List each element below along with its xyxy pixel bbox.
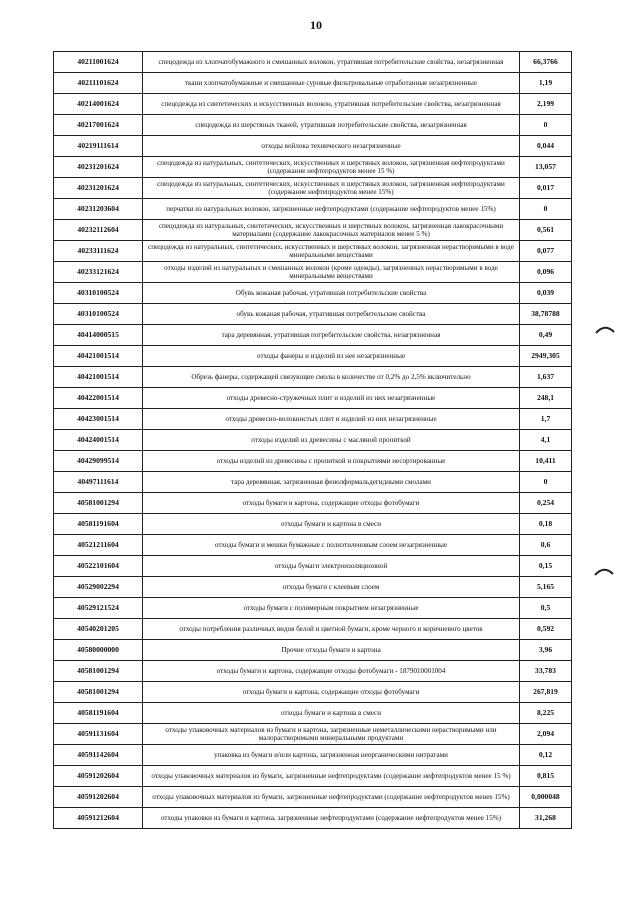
table-row xyxy=(54,136,572,157)
waste-quantity-cell: 10,411 xyxy=(520,451,572,472)
waste-quantity-cell: 0,077 xyxy=(520,241,572,262)
waste-code-cell: 40522101604 xyxy=(54,556,143,577)
waste-code-cell: 40521211604 xyxy=(54,535,143,556)
waste-description-cell: спецодежда из синтетических и искусственных волокон, утратившая потребительские свойства, незагрязненная xyxy=(143,94,520,115)
table-row xyxy=(54,493,572,514)
waste-quantity-cell: 0 xyxy=(520,472,572,493)
waste-code-cell: 40581001294 xyxy=(54,493,143,514)
waste-description-cell: отходы древесно-волокнистых плит и изделий из них незагрязненные xyxy=(143,409,520,430)
waste-description-cell: Обувь кожаная рабочая, утратившая потребительские свойства xyxy=(143,283,520,304)
table-row xyxy=(54,682,572,703)
waste-quantity-cell: 0,15 xyxy=(520,556,572,577)
table-row xyxy=(54,367,572,388)
binder-hole-mark-upper xyxy=(595,324,615,334)
waste-quantity-cell: 0 xyxy=(520,115,572,136)
waste-description-cell: отходы потребления различных видов белой и цветной бумаги, кроме черного и коричневого цветов xyxy=(143,619,520,640)
table-row xyxy=(54,409,572,430)
table-row xyxy=(54,787,572,808)
table-row xyxy=(54,430,572,451)
waste-code-cell: 40540201205 xyxy=(54,619,143,640)
waste-quantity-cell: 3,96 xyxy=(520,640,572,661)
waste-quantity-cell: 4,1 xyxy=(520,430,572,451)
waste-quantity-cell: 0,254 xyxy=(520,493,572,514)
waste-code-cell: 40233121624 xyxy=(54,262,143,283)
table-row xyxy=(54,766,572,787)
waste-code-cell: 40429099514 xyxy=(54,451,143,472)
waste-description-cell: отходы бумаги и картона в смеси xyxy=(143,703,520,724)
waste-description-cell: Обрезь фанеры, содержащей связующие смолы в количестве от 0,2% до 2,5% включительно xyxy=(143,367,520,388)
waste-quantity-cell: 0,017 xyxy=(520,178,572,199)
waste-quantity-cell: 267,819 xyxy=(520,682,572,703)
waste-code-cell: 40310100524 xyxy=(54,283,143,304)
waste-code-cell: 40591202604 xyxy=(54,766,143,787)
waste-code-cell: 40231201624 xyxy=(54,178,143,199)
waste-quantity-cell: 0,561 xyxy=(520,220,572,241)
binder-hole-mark-lower xyxy=(594,566,614,576)
waste-code-cell: 40529002294 xyxy=(54,577,143,598)
waste-quantity-cell: 31,268 xyxy=(520,808,572,829)
waste-code-cell: 40310100524 xyxy=(54,304,143,325)
waste-description-cell: отходы бумаги с полимерным покрытием незагрязненные xyxy=(143,598,520,619)
table-row xyxy=(54,115,572,136)
waste-quantity-cell: 66,3766 xyxy=(520,52,572,73)
waste-quantity-cell: 13,057 xyxy=(520,157,572,178)
table-row xyxy=(54,556,572,577)
waste-quantity-cell: 0,12 xyxy=(520,745,572,766)
waste-description-cell: отходы бумаги и мешки бумажные с полиэтиленовым слоем незагрязненные xyxy=(143,535,520,556)
waste-quantity-cell: 2,199 xyxy=(520,94,572,115)
waste-description-cell: спецодежда из натуральных, синтетических, искусственных и шерстяных волокон, загрязненная лакокрасочными материалами (содержание лакокрасочных материалов менее 5 %) xyxy=(143,220,520,241)
waste-code-cell: 40422001514 xyxy=(54,388,143,409)
waste-description-cell: тара деревянная, загрязненная фенолформальдегидными смолами xyxy=(143,472,520,493)
waste-code-cell: 40231203604 xyxy=(54,199,143,220)
waste-quantity-cell: 1,637 xyxy=(520,367,572,388)
table-row xyxy=(54,388,572,409)
waste-quantity-cell: 0,18 xyxy=(520,514,572,535)
waste-description-cell: тара деревянная, утратившая потребительские свойства, незагрязненная xyxy=(143,325,520,346)
waste-description-cell: отходы изделий из древесины с масляной пропиткой xyxy=(143,430,520,451)
table-row xyxy=(54,640,572,661)
waste-code-cell: 40581001294 xyxy=(54,682,143,703)
waste-code-cell: 40591142604 xyxy=(54,745,143,766)
table-row xyxy=(54,451,572,472)
waste-quantity-cell: 0,815 xyxy=(520,766,572,787)
waste-description-cell: спецодежда из шерстяных тканей, утратившая потребительские свойства, незагрязненная xyxy=(143,115,520,136)
waste-quantity-cell: 0,044 xyxy=(520,136,572,157)
waste-code-cell: 40497111614 xyxy=(54,472,143,493)
waste-table-body xyxy=(54,52,572,829)
table-row xyxy=(54,157,572,178)
table-row xyxy=(54,178,572,199)
waste-quantity-cell: 33,783 xyxy=(520,661,572,682)
waste-description-cell: обувь кожаная рабочая, утратившая потребительские свойства xyxy=(143,304,520,325)
waste-code-cell: 40214001624 xyxy=(54,94,143,115)
waste-description-cell: спецодежда из натуральных, синтетических, искусственных и шерстяных волокон, загрязненная нефтепродуктами (содержание нефтепродуктов менее 15 %) xyxy=(143,157,520,178)
waste-quantity-cell: 248,1 xyxy=(520,388,572,409)
waste-description-cell: отходы упаковки из бумаги и картона, загрязненные нефтепродуктами (содержание нефтепродуктов менее 15%) xyxy=(143,808,520,829)
waste-code-cell: 40581191604 xyxy=(54,703,143,724)
table-row xyxy=(54,94,572,115)
waste-quantity-cell: 2949,305 xyxy=(520,346,572,367)
waste-code-cell: 40580000000 xyxy=(54,640,143,661)
waste-description-cell: отходы изделий из натуральных и смешанных волокон (кроме одежды), загрязненных нерастворимыми в воде минеральными веществами xyxy=(143,262,520,283)
table-row xyxy=(54,472,572,493)
waste-description-cell: отходы войлока технического незагрязненные xyxy=(143,136,520,157)
waste-code-cell: 40581001294 xyxy=(54,661,143,682)
waste-quantity-cell: 0,6 xyxy=(520,535,572,556)
waste-quantity-cell: 5,165 xyxy=(520,577,572,598)
waste-code-cell: 40421001514 xyxy=(54,346,143,367)
table-row xyxy=(54,535,572,556)
table-row xyxy=(54,325,572,346)
waste-description-cell: ткани хлопчатобумажные и смешанные суровые фильтровальные отработанные незагрязненные xyxy=(143,73,520,94)
table-row xyxy=(54,220,572,241)
table-row xyxy=(54,619,572,640)
waste-description-cell: отходы упаковочных материалов из бумаги, загрязненные нефтепродуктами (содержание нефтепродуктов менее 15%) xyxy=(143,787,520,808)
waste-quantity-cell: 8,225 xyxy=(520,703,572,724)
waste-code-cell: 40424001514 xyxy=(54,430,143,451)
waste-code-cell: 40217001624 xyxy=(54,115,143,136)
waste-code-cell: 40591131604 xyxy=(54,724,143,745)
waste-code-cell: 40529121524 xyxy=(54,598,143,619)
table-row xyxy=(54,241,572,262)
waste-description-cell: отходы бумаги с клеевым слоем xyxy=(143,577,520,598)
table-row xyxy=(54,73,572,94)
table-row xyxy=(54,304,572,325)
waste-description-cell: отходы бумаги электроизоляционной xyxy=(143,556,520,577)
waste-quantity-cell: 38,78788 xyxy=(520,304,572,325)
waste-code-cell: 40423001514 xyxy=(54,409,143,430)
waste-code-cell: 40233111624 xyxy=(54,241,143,262)
waste-quantity-cell: 0,49 xyxy=(520,325,572,346)
waste-code-cell: 40591202604 xyxy=(54,787,143,808)
table-row xyxy=(54,724,572,745)
waste-code-cell: 40414000515 xyxy=(54,325,143,346)
waste-quantity-cell: 2,094 xyxy=(520,724,572,745)
waste-quantity-cell: 1,19 xyxy=(520,73,572,94)
table-row xyxy=(54,199,572,220)
waste-description-cell: отходы изделий из древесины с пропиткой и покрытиями несортированные xyxy=(143,451,520,472)
table-row xyxy=(54,514,572,535)
waste-description-cell: перчатки из натуральных волокон, загрязненные нефтепродуктами (содержание нефтепродуктов менее 15%) xyxy=(143,199,520,220)
waste-code-cell: 40211001624 xyxy=(54,52,143,73)
waste-description-cell: отходы упаковочных материалов из бумаги и картона, загрязненные неметаллическими нерастворимыми или малорастворимыми минеральными продуктами xyxy=(143,724,520,745)
waste-description-cell: отходы древесно-стружечных плит и изделий из них незагрязненные xyxy=(143,388,520,409)
table-row xyxy=(54,661,572,682)
waste-description-cell: отходы бумаги и картона, содержащие отходы фотобумаги - 1879010001004 xyxy=(143,661,520,682)
waste-description-cell: отходы бумаги и картона, содержащие отходы фотобумаги xyxy=(143,682,520,703)
waste-description-cell: упаковка из бумаги и/или картона, загрязненная неорганическими нитратами xyxy=(143,745,520,766)
waste-description-cell: спецодежда из натуральных, синтетических, искусственных и шерстяных волокон, загрязненная нерастворимыми в воде минеральными веществами xyxy=(143,241,520,262)
page-number: 10 xyxy=(310,18,322,32)
waste-code-cell: 40231201624 xyxy=(54,157,143,178)
waste-description-cell: отходы бумаги и картона в смеси xyxy=(143,514,520,535)
table-row xyxy=(54,745,572,766)
table-row xyxy=(54,598,572,619)
waste-code-cell: 40232112604 xyxy=(54,220,143,241)
waste-quantity-cell: 0,096 xyxy=(520,262,572,283)
waste-quantity-cell: 0,039 xyxy=(520,283,572,304)
waste-quantity-cell: 0,592 xyxy=(520,619,572,640)
table-row xyxy=(54,808,572,829)
table-row xyxy=(54,346,572,367)
waste-code-cell: 40581191604 xyxy=(54,514,143,535)
waste-description-cell: спецодежда из натуральных, синтетических, искусственных и шерстяных волокон, загрязненная нефтепродуктами (содержание нефтепродуктов менее 15%) xyxy=(143,178,520,199)
table-row xyxy=(54,577,572,598)
table-row xyxy=(54,283,572,304)
waste-code-cell: 40211101624 xyxy=(54,73,143,94)
waste-code-cell: 40219111614 xyxy=(54,136,143,157)
table-row xyxy=(54,262,572,283)
waste-code-cell: 40421001514 xyxy=(54,367,143,388)
waste-quantity-cell: 1,7 xyxy=(520,409,572,430)
table-row xyxy=(54,52,572,73)
waste-description-cell: отходы упаковочных материалов из бумаги, загрязненные нефтепродуктами (содержание нефтепродуктов менее 15 %) xyxy=(143,766,520,787)
table-row xyxy=(54,703,572,724)
waste-description-cell: Прочие отходы бумаги и картона xyxy=(143,640,520,661)
waste-description-cell: отходы бумаги и картона, содержащие отходы фотобумаги xyxy=(143,493,520,514)
waste-quantity-cell: 0 xyxy=(520,199,572,220)
waste-table xyxy=(53,51,572,829)
waste-description-cell: отходы фанеры и изделий из нее незагрязненные xyxy=(143,346,520,367)
waste-quantity-cell: 0,5 xyxy=(520,598,572,619)
waste-code-cell: 40591212604 xyxy=(54,808,143,829)
waste-quantity-cell: 0,000048 xyxy=(520,787,572,808)
waste-description-cell: спецодежда из хлопчатобумажного и смешанных волокон, утратившая потребительские свойства, незагрязненная xyxy=(143,52,520,73)
